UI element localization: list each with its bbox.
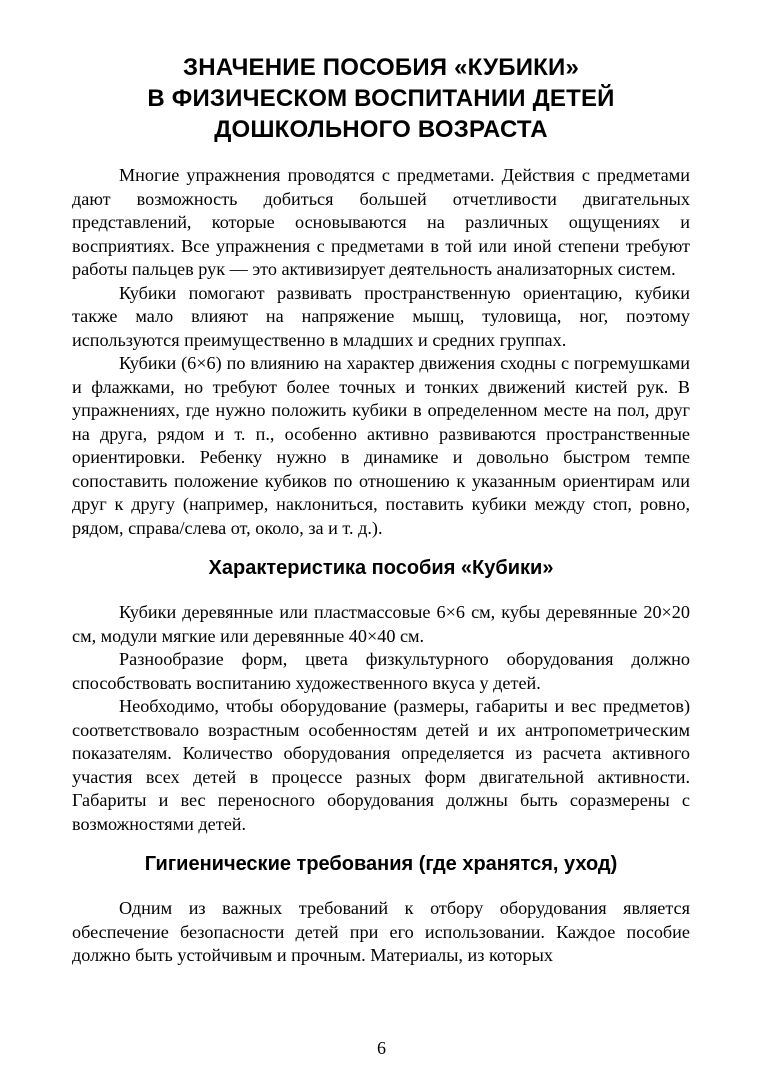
characteristics-paragraph-3: Необходимо, чтобы оборудование (размеры, габариты и вес предметов) соответствовало возрастным особенностям детей и их антропометрическим показателям. Количество оборудования определяется из расчета активного участия всех детей в процессе разных форм двигательной активности. Габариты и вес переносного оборудования должны быть соразмерены с возможностями детей.: [72, 696, 690, 834]
characteristics-paragraph-2: Разнообразие форм, цвета физкультурного оборудования должно способствовать воспитанию художественного вкуса у детей.: [72, 649, 690, 693]
page-title: [72, 52, 690, 145]
title-line-2: В ФИЗИЧЕСКОМ ВОСПИТАНИИ ДЕТЕЙ: [147, 85, 615, 112]
characteristics-paragraph-1: Кубики деревянные или пластмассовые 6×6 см, кубы деревянные 20×20 см, модули мягкие или деревянные 40×40 см.: [72, 602, 690, 646]
section-heading-hygiene: Гигиенические требования (где хранятся, уход): [144, 853, 618, 875]
document-page: [72, 52, 690, 968]
intro-paragraph-3: Кубики (6×6) по влиянию на характер движения сходны с погремушками и флажками, но требуют более точных и тонких движений кистей рук. В упражнениях, где нужно положить кубики в определенном месте на пол, друг на друга, рядом и т. п., особенно активно развиваются пространственные ориентировки. Ребенку нужно в динамике и довольно быстром темпе сопоставить положение кубиков по отношению к указанным ориентирам или друг к другу (например, наклониться, поставить кубики между стоп, ровно, рядом, справа/слева от, около, за и т. д.).: [72, 353, 690, 538]
page-number: 6: [377, 1038, 386, 1058]
section-heading-characteristics: Характеристика пособия «Кубики»: [208, 557, 554, 579]
intro-paragraph-1: Многие упражнения проводятся с предметами. Действия с предметами дают возможность добиться большей отчетливости двигательных представлений, которые основываются на различных ощущениях и восприятиях. Все упражнения с предметами в той или иной степени требуют работы пальцев рук — это активизирует деятельность анализаторных систем.: [72, 165, 690, 279]
title-line-3: ДОШКОЛЬНОГО ВОЗРАСТА: [214, 116, 548, 143]
intro-paragraph-2: Кубики помогают развивать пространственную ориентацию, кубики также мало влияют на напряжение мышц, туловища, ног, поэтому используются преимущественно в младших и средних группах.: [72, 282, 690, 350]
title-line-1: ЗНАЧЕНИЕ ПОСОБИЯ «КУБИКИ»: [182, 54, 579, 81]
hygiene-paragraph-1: Одним из важных требований к отбору оборудования является обеспечение безопасности детей при его использовании. Каждое пособие должно быть устойчивым и прочным. Материалы, из которых: [72, 898, 690, 965]
